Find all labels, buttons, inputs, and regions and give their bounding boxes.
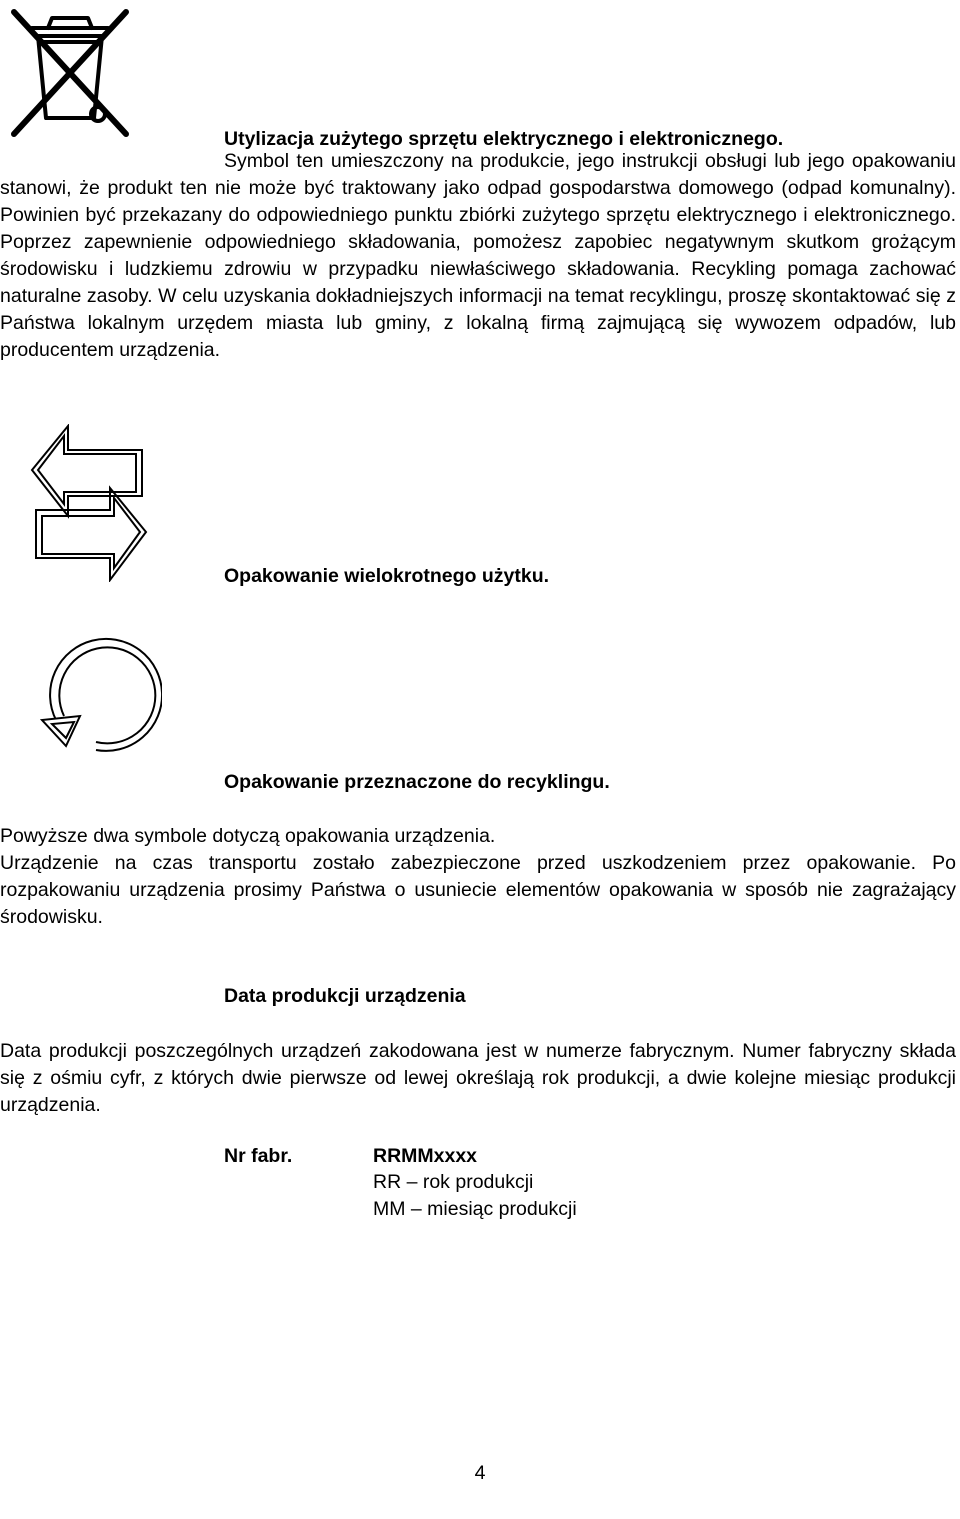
packaging-line1: Powyższe dwa symbole dotyczą opakowania urządzenia. [0,825,496,847]
serial-legend-rr: RR – rok produkcji [373,1171,534,1193]
serial-legend-mm: MM – miesiąc produkcji [373,1198,577,1220]
serial-format: RRMMxxxx [373,1145,478,1167]
packaging-paragraph: Urządzenie na czas transportu zostało zabezpieczone przed uszkodzeniem przez opakowanie. Po rozpakowaniu urządzenia prosimy Państwa o usuniecie elementów opakowania w sposób nie zagrażający środowisku. [0,852,956,928]
production-title: Data produkcji urządzenia [224,985,466,1007]
recycling-circle-arrow-icon [22,628,162,760]
page-number: 4 [474,1462,486,1484]
weee-paragraph: Symbol ten umieszczony na produkcie, jego instrukcji obsługi lub jego opakowaniu stanowi, że produkt ten nie może być traktowany jako odpad gospodarstwa domowego (odpad komunalny). Powinien być przekazany do odpowiedniego punktu zbiórki zużytego sprzętu elektrycznego i elektronicznego. Poprzez zapewnienie odpowiedniego składowania, pomożesz zapobiec negatywnym skutkom grożącym środowisku i ludzkiemu zdrowiu w przypadku niewłaściwego składowania. Recykling pomaga zachować naturalne zasoby. W celu uzyskania dokładniejszych informacji na temat recyklingu, proszę skontaktować się z Państwa lokalnym urzędem miasta lub gminy, z lokalną firmą zajmującą się wywozem odpadów, lub producentem urządzenia. [0,150,956,361]
reusable-arrows-icon [30,424,148,582]
serial-label: Nr fabr. [224,1145,293,1167]
weee-title: Utylizacja zużytego sprzętu elektrycznego i elektronicznego. [224,128,784,150]
reusable-label: Opakowanie wielokrotnego użytku. [224,565,550,587]
production-paragraph: Data produkcji poszczególnych urządzeń zakodowana jest w numerze fabrycznym. Numer fabryczny składa się z ośmiu cyfr, z których dwie pierwsze od lewej określają rok produkcji, a dwie kolejne miesiąc produkcji urządzenia. [0,1040,956,1116]
crossed-out-wheelie-bin-icon [8,6,134,138]
recyclable-label: Opakowanie przeznaczone do recyklingu. [224,771,610,793]
